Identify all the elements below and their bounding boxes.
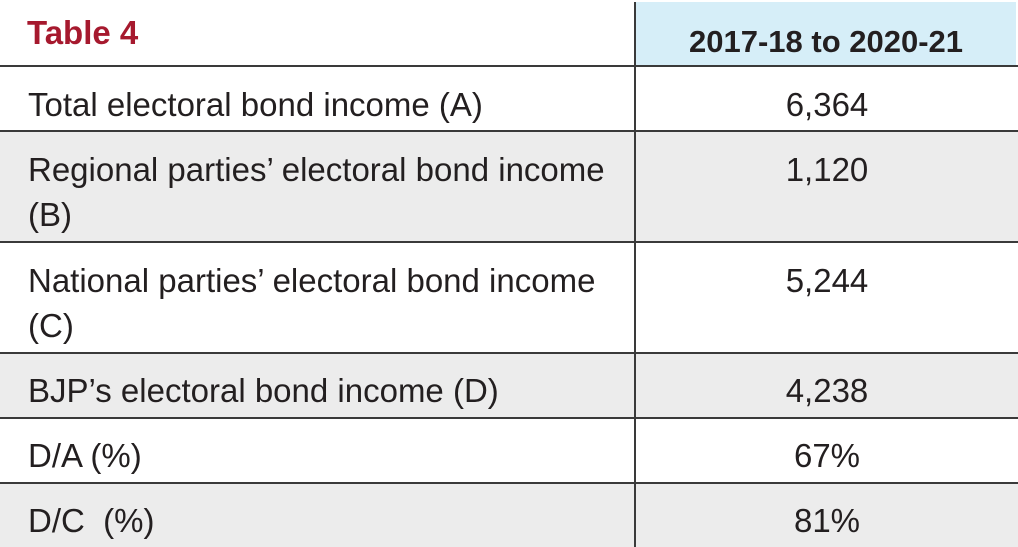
table-row-national xyxy=(0,241,1018,352)
row-label: D/C (%) xyxy=(28,502,155,539)
row-value: 81% xyxy=(793,502,861,539)
row-label: National parties’ electoral bond income (C) xyxy=(28,262,596,344)
table-title: Table 4 xyxy=(27,14,139,51)
row-label: Total electoral bond income (A) xyxy=(28,86,483,123)
row-value: 1,120 xyxy=(785,151,869,188)
column-header-label: 2017-18 to 2020-21 xyxy=(688,24,964,59)
row-value: 4,238 xyxy=(785,372,869,409)
table-row-d-over-c xyxy=(0,482,1018,547)
row-value: 6,364 xyxy=(785,86,869,123)
row-label: D/A (%) xyxy=(28,437,142,474)
table-row-regional xyxy=(0,130,1018,241)
row-label: BJP’s electoral bond income (D) xyxy=(28,372,499,409)
row-value: 67% xyxy=(793,437,861,474)
row-value: 5,244 xyxy=(785,262,869,299)
table-row-d-over-a xyxy=(0,417,1018,482)
table-row-total xyxy=(0,65,1018,130)
row-label: Regional parties’ electoral bond income (B) xyxy=(28,151,605,233)
table-row-bjp xyxy=(0,352,1018,417)
column-divider xyxy=(634,2,636,547)
column-header-period xyxy=(636,2,1016,66)
